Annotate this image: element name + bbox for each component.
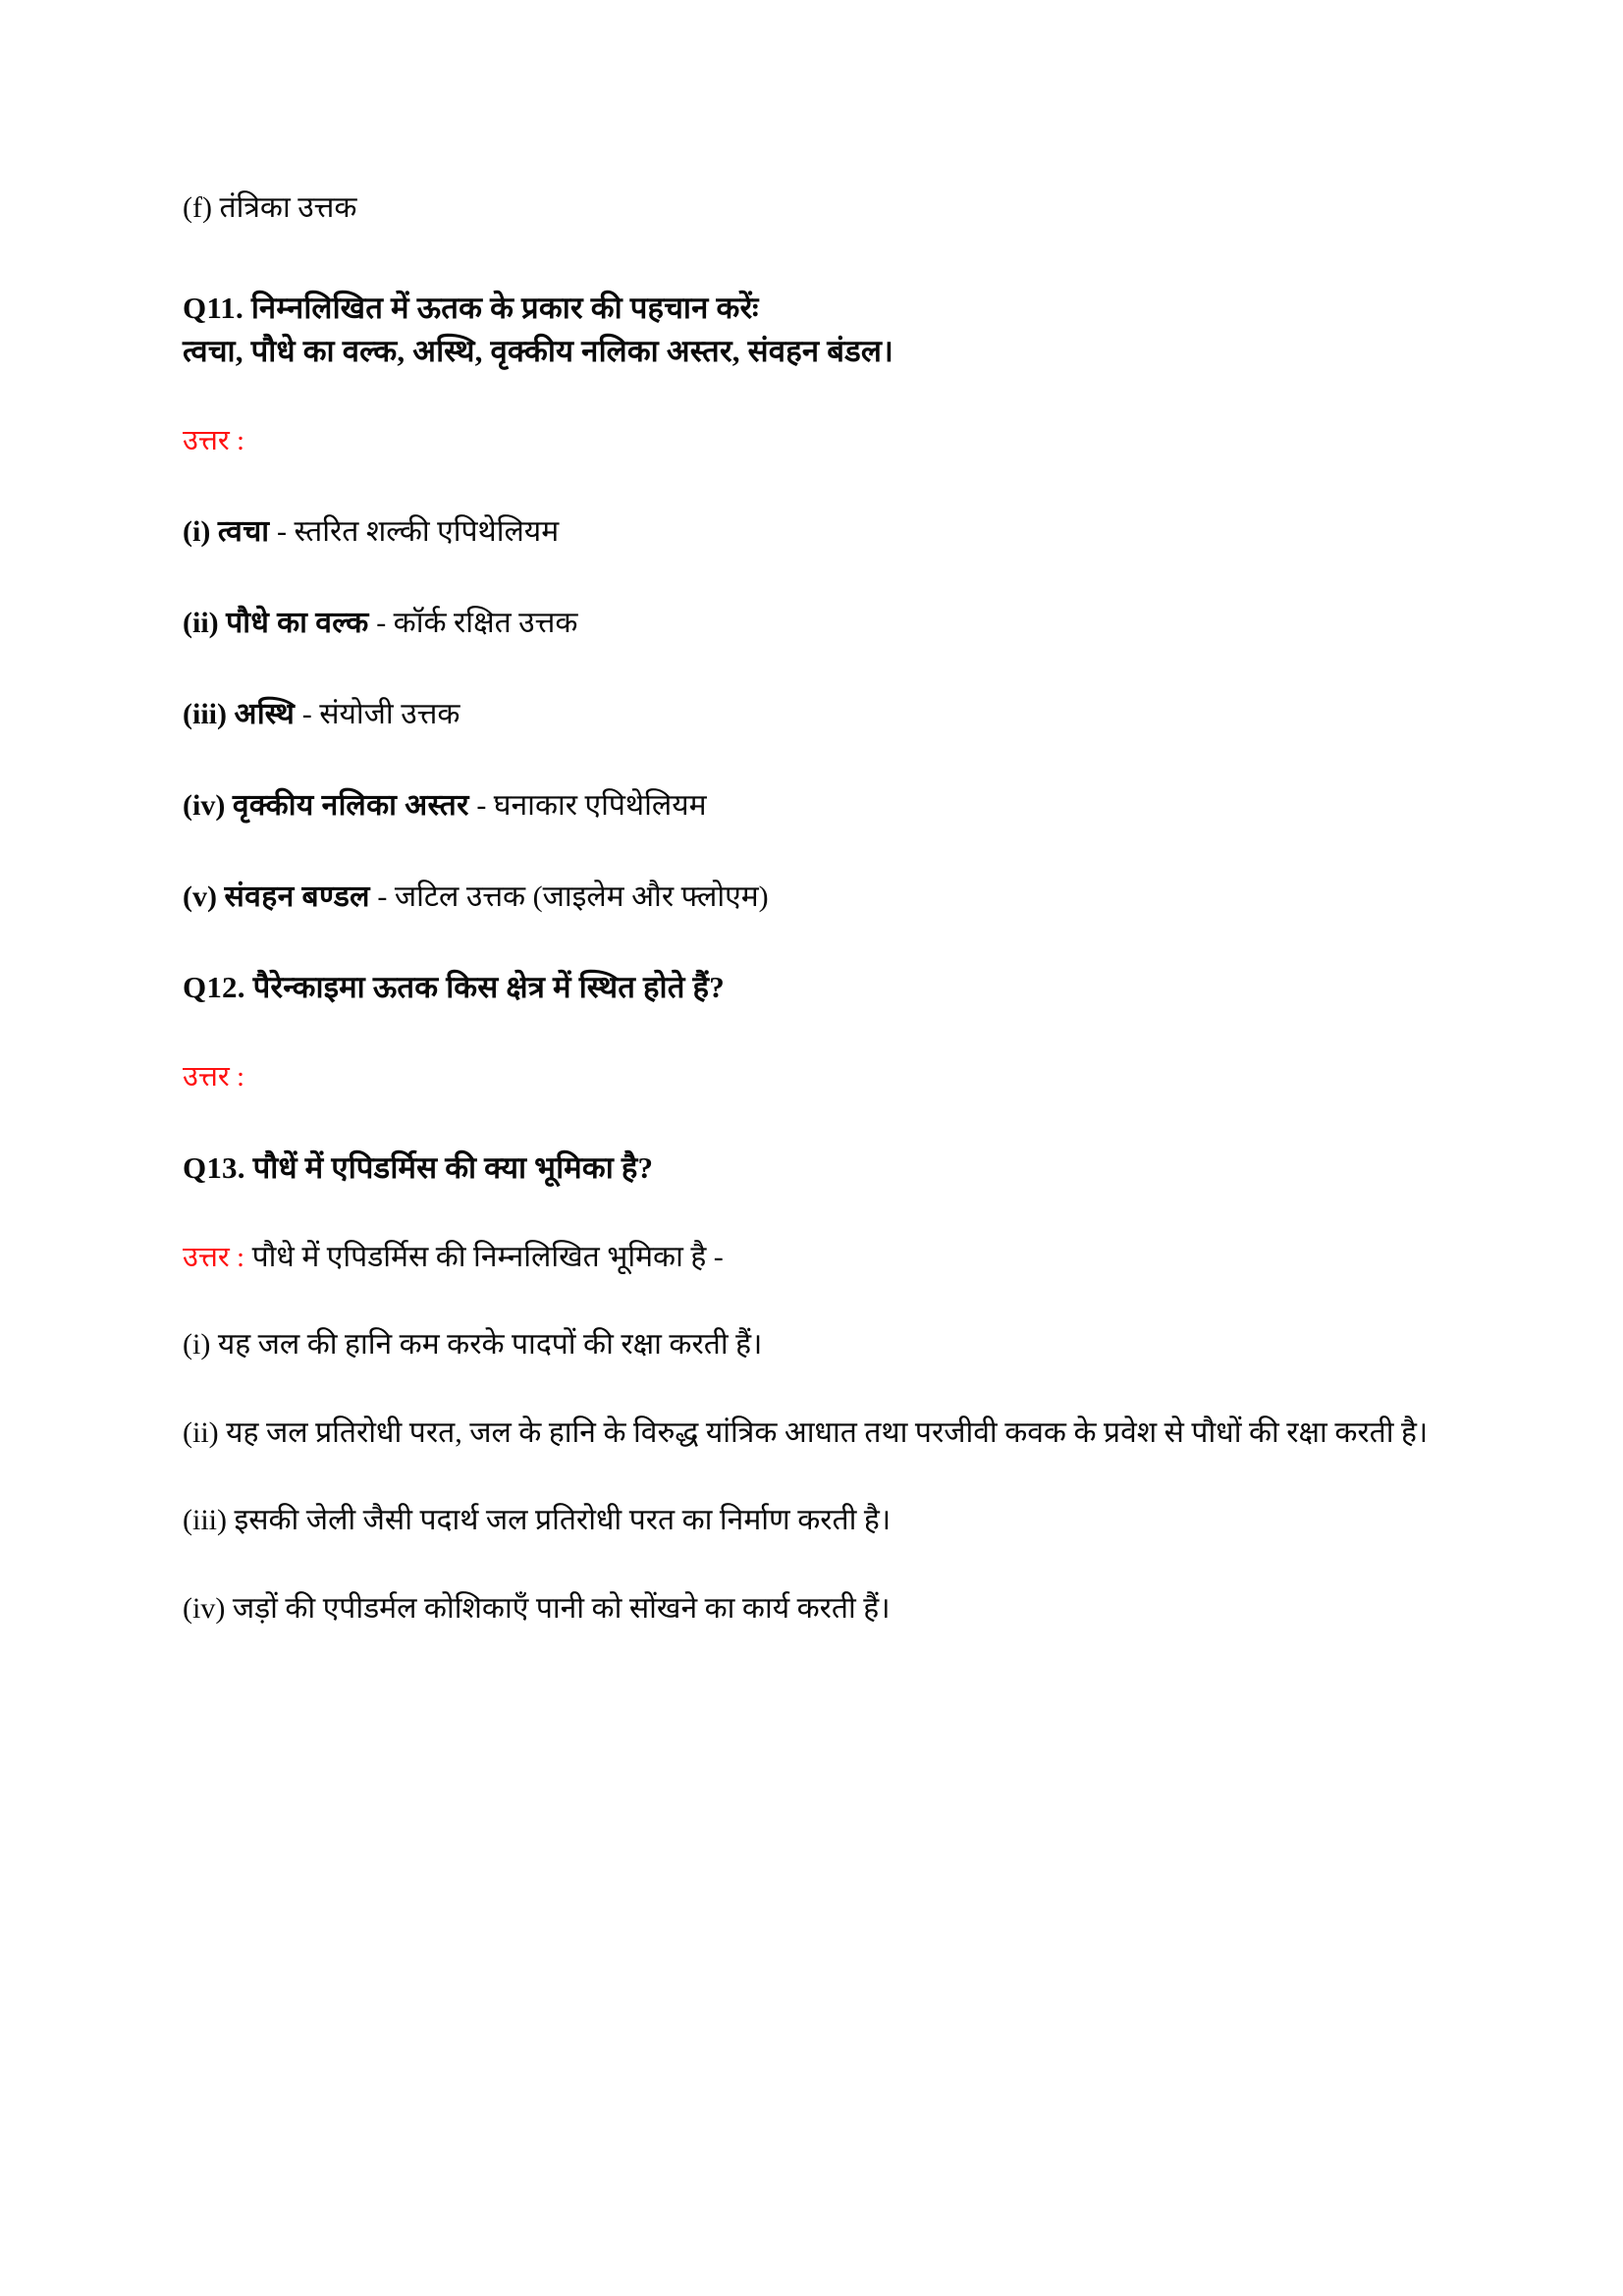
question-q11-line-2: त्वचा, पौधे का वल्क, अस्थि, वृक्कीय नलिका अस्तर, संवहन बंडल। xyxy=(183,333,894,368)
answer-label-q12: उत्तर : xyxy=(183,1061,245,1094)
answer-label-q13: उत्तर : xyxy=(183,1241,245,1273)
answer-item-2-marker: (ii) xyxy=(183,607,219,640)
answer-item-1-term: त्वचा xyxy=(217,515,270,549)
answer-item-5 xyxy=(183,875,1488,919)
answer-item-5-gloss: - जटिल उत्तक (जाइलेम और फ्लोएम) xyxy=(377,881,769,914)
answer-item-5-term: संवहन बण्डल xyxy=(224,881,370,914)
answer-point-1: (i) यह जल की हानि कम करके पादपों की रक्षा करती हैं। xyxy=(183,1328,763,1362)
answer-item-4-marker: (iv) xyxy=(183,789,226,823)
answer-item-4 xyxy=(183,783,1488,828)
answer-item-3-term: अस्थि xyxy=(234,698,296,731)
answer-item-4-gloss: - घनाकार एपिथेलियम xyxy=(476,789,707,823)
answer-item-2-term: पौधे का वल्क xyxy=(226,607,369,640)
answer-point-2: (ii) यह जल प्रतिरोधी परत, जल के हानि के विरुद्ध यांत्रिक आधात तथा परजीवी कवक के प्रवेश से पौधों की रक्षा करती है। xyxy=(183,1415,1429,1449)
question-heading-q13 xyxy=(183,1147,1488,1190)
answer-item-3-marker: (iii) xyxy=(183,698,227,731)
question-q11-line-1: Q11. निम्नलिखित में ऊतक के प्रकार की पहचान करेंः xyxy=(183,290,759,325)
answer-point-4: (iv) जड़ों की एपीडर्मल कोशिकाएँ पानी को सोंखने का कार्य करती हैं। xyxy=(183,1591,891,1625)
answer-item-1 xyxy=(183,509,1488,554)
page-content xyxy=(183,187,1488,1630)
answer-item-2 xyxy=(183,601,1488,645)
answer-point-3: (iii) इसकी जेली जैसी पदार्थ जल प्रतिरोधी परत का निर्माण करती है। xyxy=(183,1504,892,1537)
answer-item-5-marker: (v) xyxy=(183,881,217,914)
carryover-sub-item: (f) तंत्रिका उत्तक xyxy=(183,191,357,224)
answer-row-q13 xyxy=(183,1235,1488,1280)
answer-row-q12 xyxy=(183,1054,1488,1099)
answer-item-3-gloss: - संयोजी उत्तक xyxy=(301,698,460,731)
question-heading-q11 xyxy=(183,287,1488,373)
question-q12-line-1: Q12. पैरेन्काइमा ऊतक किस क्षेत्र में स्थित होते हैं? xyxy=(183,970,725,1005)
answer-item-4-term: वृक्कीय नलिका अस्तर xyxy=(232,789,469,823)
answer-body-q13: पौधे में एपिडर्मिस की निम्नलिखित भूमिका है - xyxy=(251,1240,724,1273)
answer-item-1-gloss: - स्तरित शल्की एपिथेलियम xyxy=(276,515,560,549)
question-q13-line-1: Q13. पौधें में एपिडर्मिस की क्या भूमिका है? xyxy=(183,1149,654,1185)
answer-row-q11 xyxy=(183,418,1488,463)
question-heading-q12 xyxy=(183,966,1488,1009)
answer-label-q11: उत्तर : xyxy=(183,424,245,456)
answer-item-3 xyxy=(183,692,1488,736)
answer-item-1-marker: (i) xyxy=(183,515,211,549)
answer-item-2-gloss: - कॉर्क रक्षित उत्तक xyxy=(376,607,578,640)
